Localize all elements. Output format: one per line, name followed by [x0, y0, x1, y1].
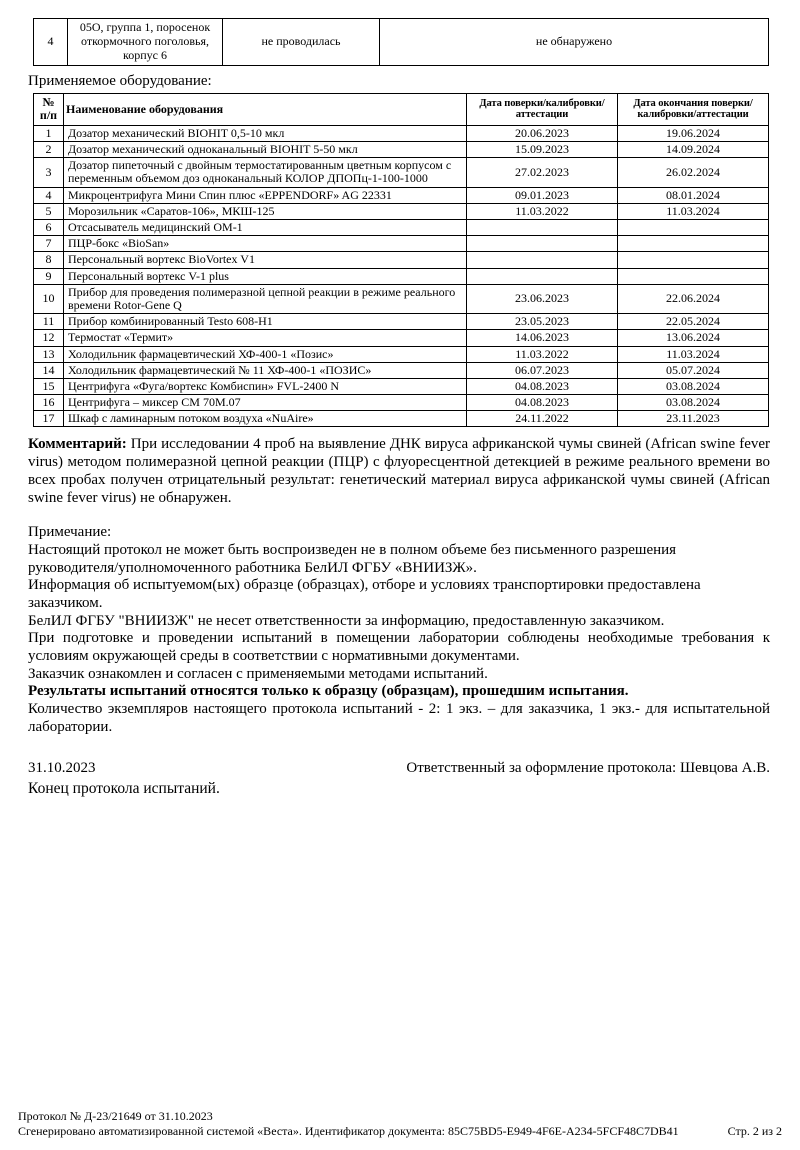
verification-date: 15.09.2023 [467, 142, 618, 158]
verification-date: 11.03.2022 [467, 203, 618, 219]
page-number: Стр. 2 из 2 [727, 1123, 782, 1138]
notes-heading: Примечание: [28, 524, 112, 541]
note-environment: При подготовке и проведении испытаний в помещении лаборатории соблюдены необходимые требования к условиям окружающей среды в соответствии с нормативными документами. [28, 630, 770, 664]
equipment-name: ПЦР-бокс «BioSan» [64, 236, 467, 252]
equipment-name: Термостат «Термит» [64, 330, 467, 346]
equipment-name: Персональный вортекс V-1 plus [64, 268, 467, 284]
equipment-row-number: 11 [34, 314, 64, 330]
note-reproduction: Настоящий протокол не может быть воспроизведен не в полном объеме без письменного разрешения руководителя/уполномоченного работника БелИЛ ФГБУ «ВНИИЗЖ». [28, 541, 677, 576]
equipment-name: Прибор комбинированный Testo 608-H1 [64, 314, 467, 330]
end-of-protocol: Конец протокола испытаний. [28, 780, 220, 798]
equipment-col-end-date: Дата окончания поверки/калибровки/аттестации [618, 94, 769, 126]
verification-date: 23.05.2023 [467, 314, 618, 330]
verification-end-date: 26.02.2024 [618, 158, 769, 187]
page-footer [18, 1109, 782, 1138]
verification-date [467, 268, 618, 284]
equipment-name: Центрифуга «Фуга/вортекс Комбиспин» FVL-2400 N [64, 378, 467, 394]
equipment-col-number: № п/п [34, 94, 64, 126]
equipment-row [34, 284, 769, 313]
equipment-name: Микроцентрифуга Мини Спин плюс «EPPENDORF» AG 22331 [64, 187, 467, 203]
note-results-scope: Результаты испытаний относятся только к образцу (образцам), прошедшим испытания. [28, 683, 629, 700]
verification-date: 06.07.2023 [467, 362, 618, 378]
protocol-date: 31.10.2023 [28, 760, 96, 777]
comment-label: Комментарий: [28, 436, 127, 453]
verification-date: 27.02.2023 [467, 158, 618, 187]
equipment-name: Прибор для проведения полимеразной цепной реакции в режиме реального времени Rotor-Gene Q [64, 284, 467, 313]
equipment-row [34, 362, 769, 378]
equipment-col-date: Дата поверки/калибровки/аттестации [467, 94, 618, 126]
verification-date: 09.01.2023 [467, 187, 618, 203]
footer-generated-by: Сгенерировано автоматизированной системой «Веста». Идентификатор документа: 85C75BD5-E949-4F6E-A234-5FCF48C7DB41 [18, 1123, 679, 1138]
verification-end-date [618, 236, 769, 252]
verification-end-date: 23.11.2023 [618, 411, 769, 427]
equipment-col-name: Наименование оборудования [64, 94, 467, 126]
equipment-row-number: 10 [34, 284, 64, 313]
equipment-row [34, 268, 769, 284]
note-customer-agreement: Заказчик ознакомлен и согласен с применяемыми методами испытаний. [28, 665, 488, 682]
equipment-row-number: 14 [34, 362, 64, 378]
equipment-row-number: 12 [34, 330, 64, 346]
equipment-header-row [34, 94, 769, 126]
equipment-row [34, 220, 769, 236]
equipment-row-number: 7 [34, 236, 64, 252]
table-row [34, 19, 769, 66]
equipment-name: Холодильник фармацевтический № 11 ХФ-400-1 «ПОЗИС» [64, 362, 467, 378]
verification-date [467, 220, 618, 236]
equipment-row [34, 314, 769, 330]
equipment-name: Персональный вортекс BioVortex V1 [64, 252, 467, 268]
verification-date: 14.06.2023 [467, 330, 618, 346]
equipment-row-number: 16 [34, 395, 64, 411]
equipment-name: Морозильник «Саратов-106», МКШ-125 [64, 203, 467, 219]
equipment-heading: Применяемое оборудование: [28, 73, 212, 89]
verification-end-date [618, 268, 769, 284]
note-liability: БелИЛ ФГБУ "ВНИИЗЖ" не несет ответственности за информацию, предоставленную заказчиком. [28, 612, 665, 629]
equipment-name: Центрифуга – миксер СМ 70М.07 [64, 395, 467, 411]
sample-results-table [33, 18, 769, 66]
sample-row-number: 4 [34, 19, 68, 66]
equipment-name: Дозатор пипеточный с двойным термостатированным цветным корпусом с переменным объемом доз одноканальный КОЛОР ДПОПц-1-100-1000 [64, 158, 467, 187]
equipment-row-number: 5 [34, 203, 64, 219]
verification-end-date: 14.09.2024 [618, 142, 769, 158]
equipment-row-number: 15 [34, 378, 64, 394]
responsible-person: Ответственный за оформление протокола: Шевцова А.В. [406, 760, 770, 777]
verification-end-date: 22.05.2024 [618, 314, 769, 330]
verification-date: 04.08.2023 [467, 378, 618, 394]
equipment-row [34, 252, 769, 268]
equipment-row [34, 236, 769, 252]
equipment-row-number: 1 [34, 125, 64, 141]
equipment-name: Дозатор механический BIOHIT 0,5-10 мкл [64, 125, 467, 141]
verification-end-date [618, 220, 769, 236]
equipment-row-number: 9 [34, 268, 64, 284]
verification-end-date: 03.08.2024 [618, 378, 769, 394]
protocol-page [0, 18, 800, 798]
verification-end-date: 11.03.2024 [618, 346, 769, 362]
verification-date [467, 252, 618, 268]
verification-date: 11.03.2022 [467, 346, 618, 362]
equipment-name: Дозатор механический одноканальный BIOHIT 5-50 мкл [64, 142, 467, 158]
note-sample-info: Информация об испытуемом(ых) образце (образцах), отборе и условиях транспортировки предоставлена заказчиком. [28, 577, 701, 611]
notes-section [28, 524, 770, 736]
equipment-name: Шкаф с ламинарным потоком воздуха «NuAire» [64, 411, 467, 427]
equipment-row [34, 395, 769, 411]
verification-date: 23.06.2023 [467, 284, 618, 313]
equipment-row [34, 125, 769, 141]
equipment-row [34, 330, 769, 346]
equipment-table [33, 93, 769, 427]
verification-end-date: 19.06.2024 [618, 125, 769, 141]
equipment-table-body [34, 125, 769, 427]
equipment-row [34, 346, 769, 362]
equipment-row-number: 13 [34, 346, 64, 362]
verification-end-date: 05.07.2024 [618, 362, 769, 378]
comment-paragraph [28, 436, 770, 507]
sample-result: не обнаружено [380, 19, 769, 66]
equipment-name: Отсасыватель медицинский ОМ-1 [64, 220, 467, 236]
verification-end-date: 03.08.2024 [618, 395, 769, 411]
equipment-row-number: 17 [34, 411, 64, 427]
equipment-row [34, 187, 769, 203]
verification-date: 20.06.2023 [467, 125, 618, 141]
equipment-name: Холодильник фармацевтический ХФ-400-1 «Позис» [64, 346, 467, 362]
verification-end-date: 13.06.2024 [618, 330, 769, 346]
equipment-row-number: 6 [34, 220, 64, 236]
verification-end-date: 11.03.2024 [618, 203, 769, 219]
verification-end-date [618, 252, 769, 268]
verification-end-date: 22.06.2024 [618, 284, 769, 313]
equipment-row-number: 4 [34, 187, 64, 203]
equipment-row-number: 2 [34, 142, 64, 158]
footer-protocol-number: Протокол № Д-23/21649 от 31.10.2023 [18, 1109, 213, 1124]
equipment-row-number: 8 [34, 252, 64, 268]
equipment-row [34, 203, 769, 219]
verification-date [467, 236, 618, 252]
sample-description: 05О, группа 1, поросенок откормочного поголовья, корпус 6 [68, 19, 223, 66]
equipment-row [34, 158, 769, 187]
signoff-row [28, 760, 770, 777]
equipment-row [34, 411, 769, 427]
comment-text: При исследовании 4 проб на выявление ДНК вируса африканской чумы свиней (African swine fever virus) методом полимеразной цепной реакции (ПЦР) с флуоресцентной детекцией в режиме реального времени во всех пробах получен отрицательный результат: генетический материал вируса африканской чумы свиней (African swine fever virus) не обнаружен. [28, 436, 771, 506]
sample-serology: не проводилась [223, 19, 380, 66]
equipment-row-number: 3 [34, 158, 64, 187]
equipment-row [34, 378, 769, 394]
note-copies: Количество экземпляров настоящего протокола испытаний - 2: 1 экз. – для заказчика, 1 экз.- для испытательной лаборатории. [28, 701, 770, 735]
equipment-row [34, 142, 769, 158]
verification-end-date: 08.01.2024 [618, 187, 769, 203]
verification-date: 24.11.2022 [467, 411, 618, 427]
footer-generated-row [18, 1124, 782, 1138]
verification-date: 04.08.2023 [467, 395, 618, 411]
